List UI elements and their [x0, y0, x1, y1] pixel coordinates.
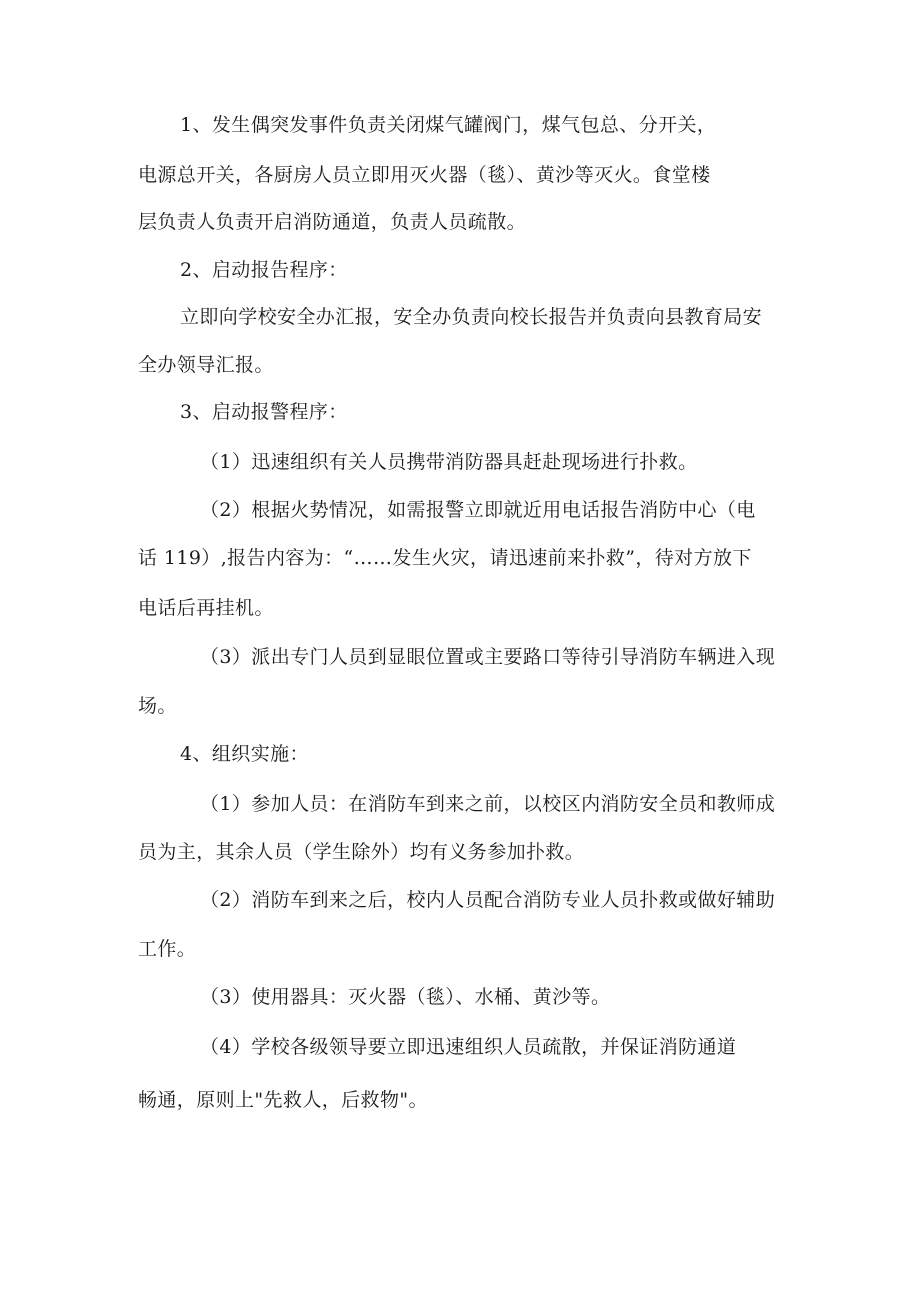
text-line-17: （2）消防车到来之后，校内人员配合消防专业人员扑救或做好辅助	[200, 889, 776, 911]
text-line-10: 话 119）,报告内容为：“……发生火灾，请迅速前来扑救”，待对方放下	[138, 547, 752, 569]
text-line-16: 员为主，其余人员（学生除外）均有义务参加扑救。	[138, 841, 585, 863]
text-line-14: 4、组织实施：	[180, 743, 309, 765]
text-line-21: 畅通，原则上"先救人，后救物"。	[138, 1089, 428, 1111]
text-line-7: 3、启动报警程序：	[180, 401, 348, 423]
text-line-19: （3）使用器具：灭火器（毯）、水桶、黄沙等。	[200, 986, 611, 1008]
text-line-13: 场。	[138, 695, 177, 717]
text-line-2: 电源总开关，各厨房人员立即用灭火器（毯）、黄沙等灭火。食堂楼	[138, 164, 711, 186]
text-line-12: （3）派出专门人员到显眼位置或主要路口等待引导消防车辆进入现	[200, 646, 776, 668]
text-line-8: （1）迅速组织有关人员携带消防器具赶赴现场进行扑救。	[200, 451, 698, 473]
text-line-9: （2）根据火势情况，如需报警立即就近用电话报告消防中心（电	[200, 499, 756, 521]
text-line-18: 工作。	[138, 938, 197, 960]
text-line-3: 层负责人负责开启消防通道，负责人员疏散。	[138, 211, 527, 233]
text-line-6: 全办领导汇报。	[138, 354, 274, 376]
text-line-11: 电话后再挂机。	[138, 597, 274, 619]
text-line-15: （1）参加人员：在消防车到来之前，以校区内消防安全员和教师成	[200, 793, 776, 815]
text-line-4: 2、启动报告程序：	[180, 259, 348, 281]
text-line-5: 立即向学校安全办汇报，安全办负责向校长报告并负责向县教育局安	[180, 306, 763, 328]
text-line-20: （4）学校各级领导要立即迅速组织人员疏散，并保证消防通道	[200, 1036, 737, 1058]
text-line-1: 1、发生偶突发事件负责关闭煤气罐阀门，煤气包总、分开关，	[180, 114, 717, 136]
